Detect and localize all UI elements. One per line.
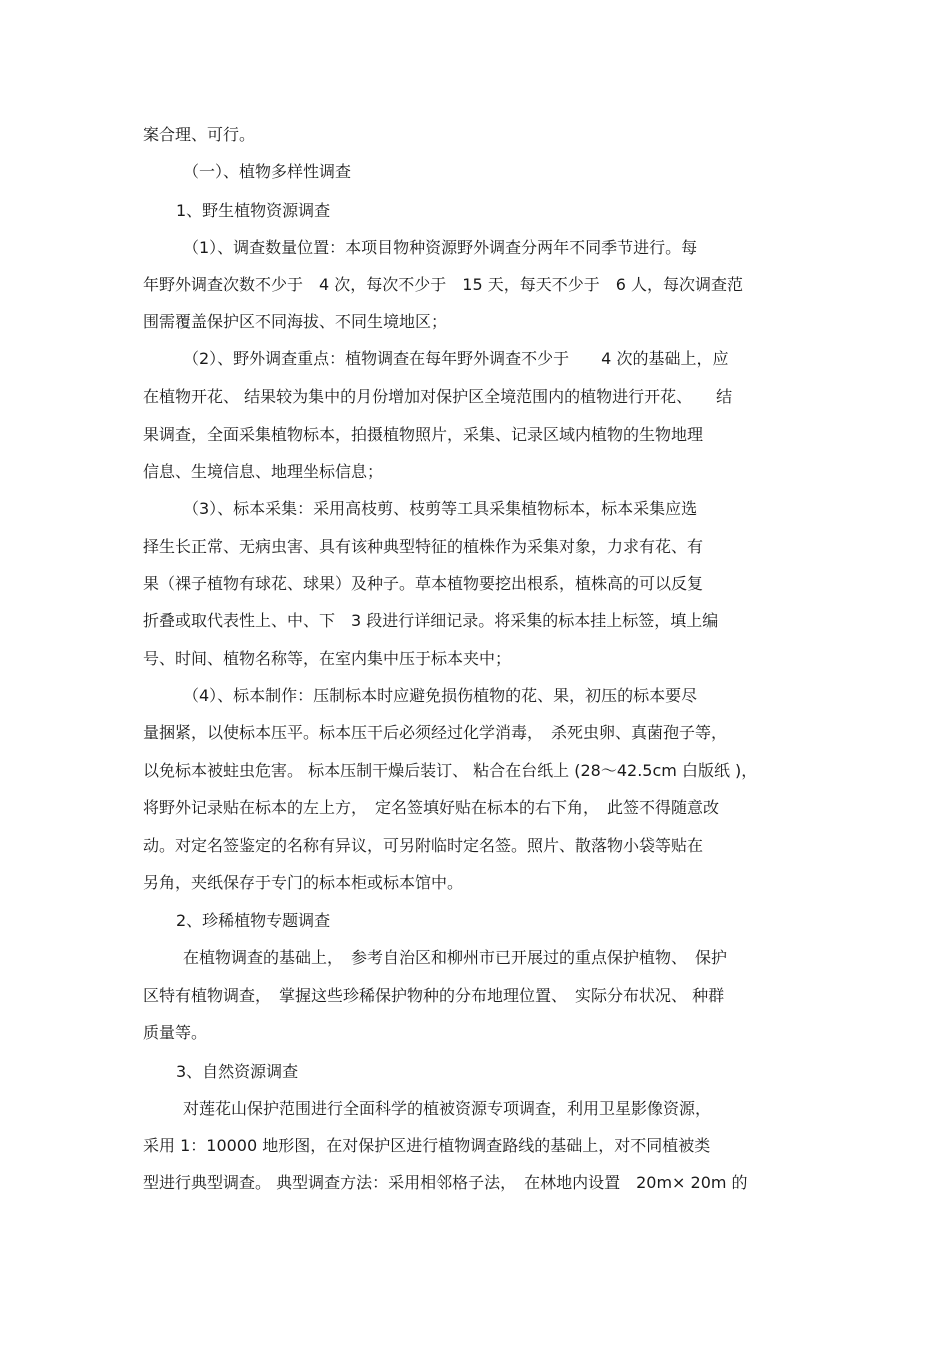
text-line-continuation: 案合理、可行。: [143, 125, 256, 144]
text-line: 型进行典型调查。 典型调查方法：采用相邻格子法， 在林地内设置 20m× 20m 的: [143, 1173, 748, 1192]
text-line: 年野外调查次数不少于 4 次，每次不少于 15 天，每天不少于 6 人，每次调查范: [143, 275, 743, 294]
text-line: 在植物开花、 结果较为集中的月份增加对保护区全境范围内的植物进行开花、 结: [143, 387, 733, 406]
subheading-wild-plant-survey: 1、野生植物资源调查: [176, 201, 331, 220]
text-line: 围需覆盖保护区不同海拔、不同生境地区；: [143, 312, 448, 331]
text-line: 质量等。: [143, 1023, 208, 1042]
text-line: 果调查，全面采集植物标本，拍摄植物照片，采集、记录区域内植物的生物地理: [143, 425, 704, 444]
text-line: 量捆紧，以使标本压平。标本压干后必须经过化学消毒， 杀死虫卵、真菌孢子等，: [143, 723, 728, 742]
subheading-rare-plant-survey: 2、珍稀植物专题调查: [176, 911, 331, 930]
text-line: 将野外记录贴在标本的左上方， 定名签填好贴在标本的右下角， 此签不得随意改: [143, 798, 720, 817]
text-line: 折叠或取代表性上、中、下 3 段进行详细记录。将采集的标本挂上标签，填上编: [143, 611, 719, 630]
section-heading-plant-diversity: （一）、植物多样性调查: [183, 162, 352, 181]
text-line: 果（裸子植物有球花、球果）及种子。草本植物要挖出根系，植株高的可以反复: [143, 574, 704, 593]
text-line: （2）、野外调查重点：植物调查在每年野外调查不少于 4 次的基础上，应: [183, 349, 729, 368]
text-line: 采用 1：10000 地形图，在对保护区进行植物调查路线的基础上，对不同植被类: [143, 1136, 711, 1155]
text-line: 择生长正常、无病虫害、具有该种典型特征的植株作为采集对象，力求有花、有: [143, 537, 704, 556]
text-line: （4）、标本制作：压制标本时应避免损伤植物的花、果，初压的标本要尽: [183, 686, 698, 705]
text-line: 对莲花山保护范围进行全面科学的植被资源专项调查，利用卫星影像资源，: [183, 1099, 712, 1118]
text-line: 在植物调查的基础上， 参考自治区和柳州市已开展过的重点保护植物、 保护: [183, 948, 728, 967]
text-line: 信息、生境信息、地理坐标信息；: [143, 462, 384, 481]
text-line: 区特有植物调查， 掌握这些珍稀保护物种的分布地理位置、 实际分布状况、 种群: [143, 986, 725, 1005]
subheading-natural-resource-survey: 3、自然资源调查: [176, 1062, 299, 1081]
text-line: 号、时间、植物名称等，在室内集中压于标本夹中；: [143, 649, 512, 668]
text-line: （1）、调查数量位置：本项目物种资源野外调查分两年不同季节进行。每: [183, 238, 698, 257]
text-line: 动。对定名签鉴定的名称有异议，可另附临时定名签。照片、散落物小袋等贴在: [143, 836, 704, 855]
text-line: （3）、标本采集：采用高枝剪、枝剪等工具采集植物标本，标本采集应选: [183, 499, 698, 518]
text-line: 以免标本被蛀虫危害。 标本压制干燥后装订、 粘合在台纸上 (28～42.5cm 白版纸 )，: [143, 761, 758, 780]
text-line: 另角，夹纸保存于专门的标本柜或标本馆中。: [143, 873, 464, 892]
